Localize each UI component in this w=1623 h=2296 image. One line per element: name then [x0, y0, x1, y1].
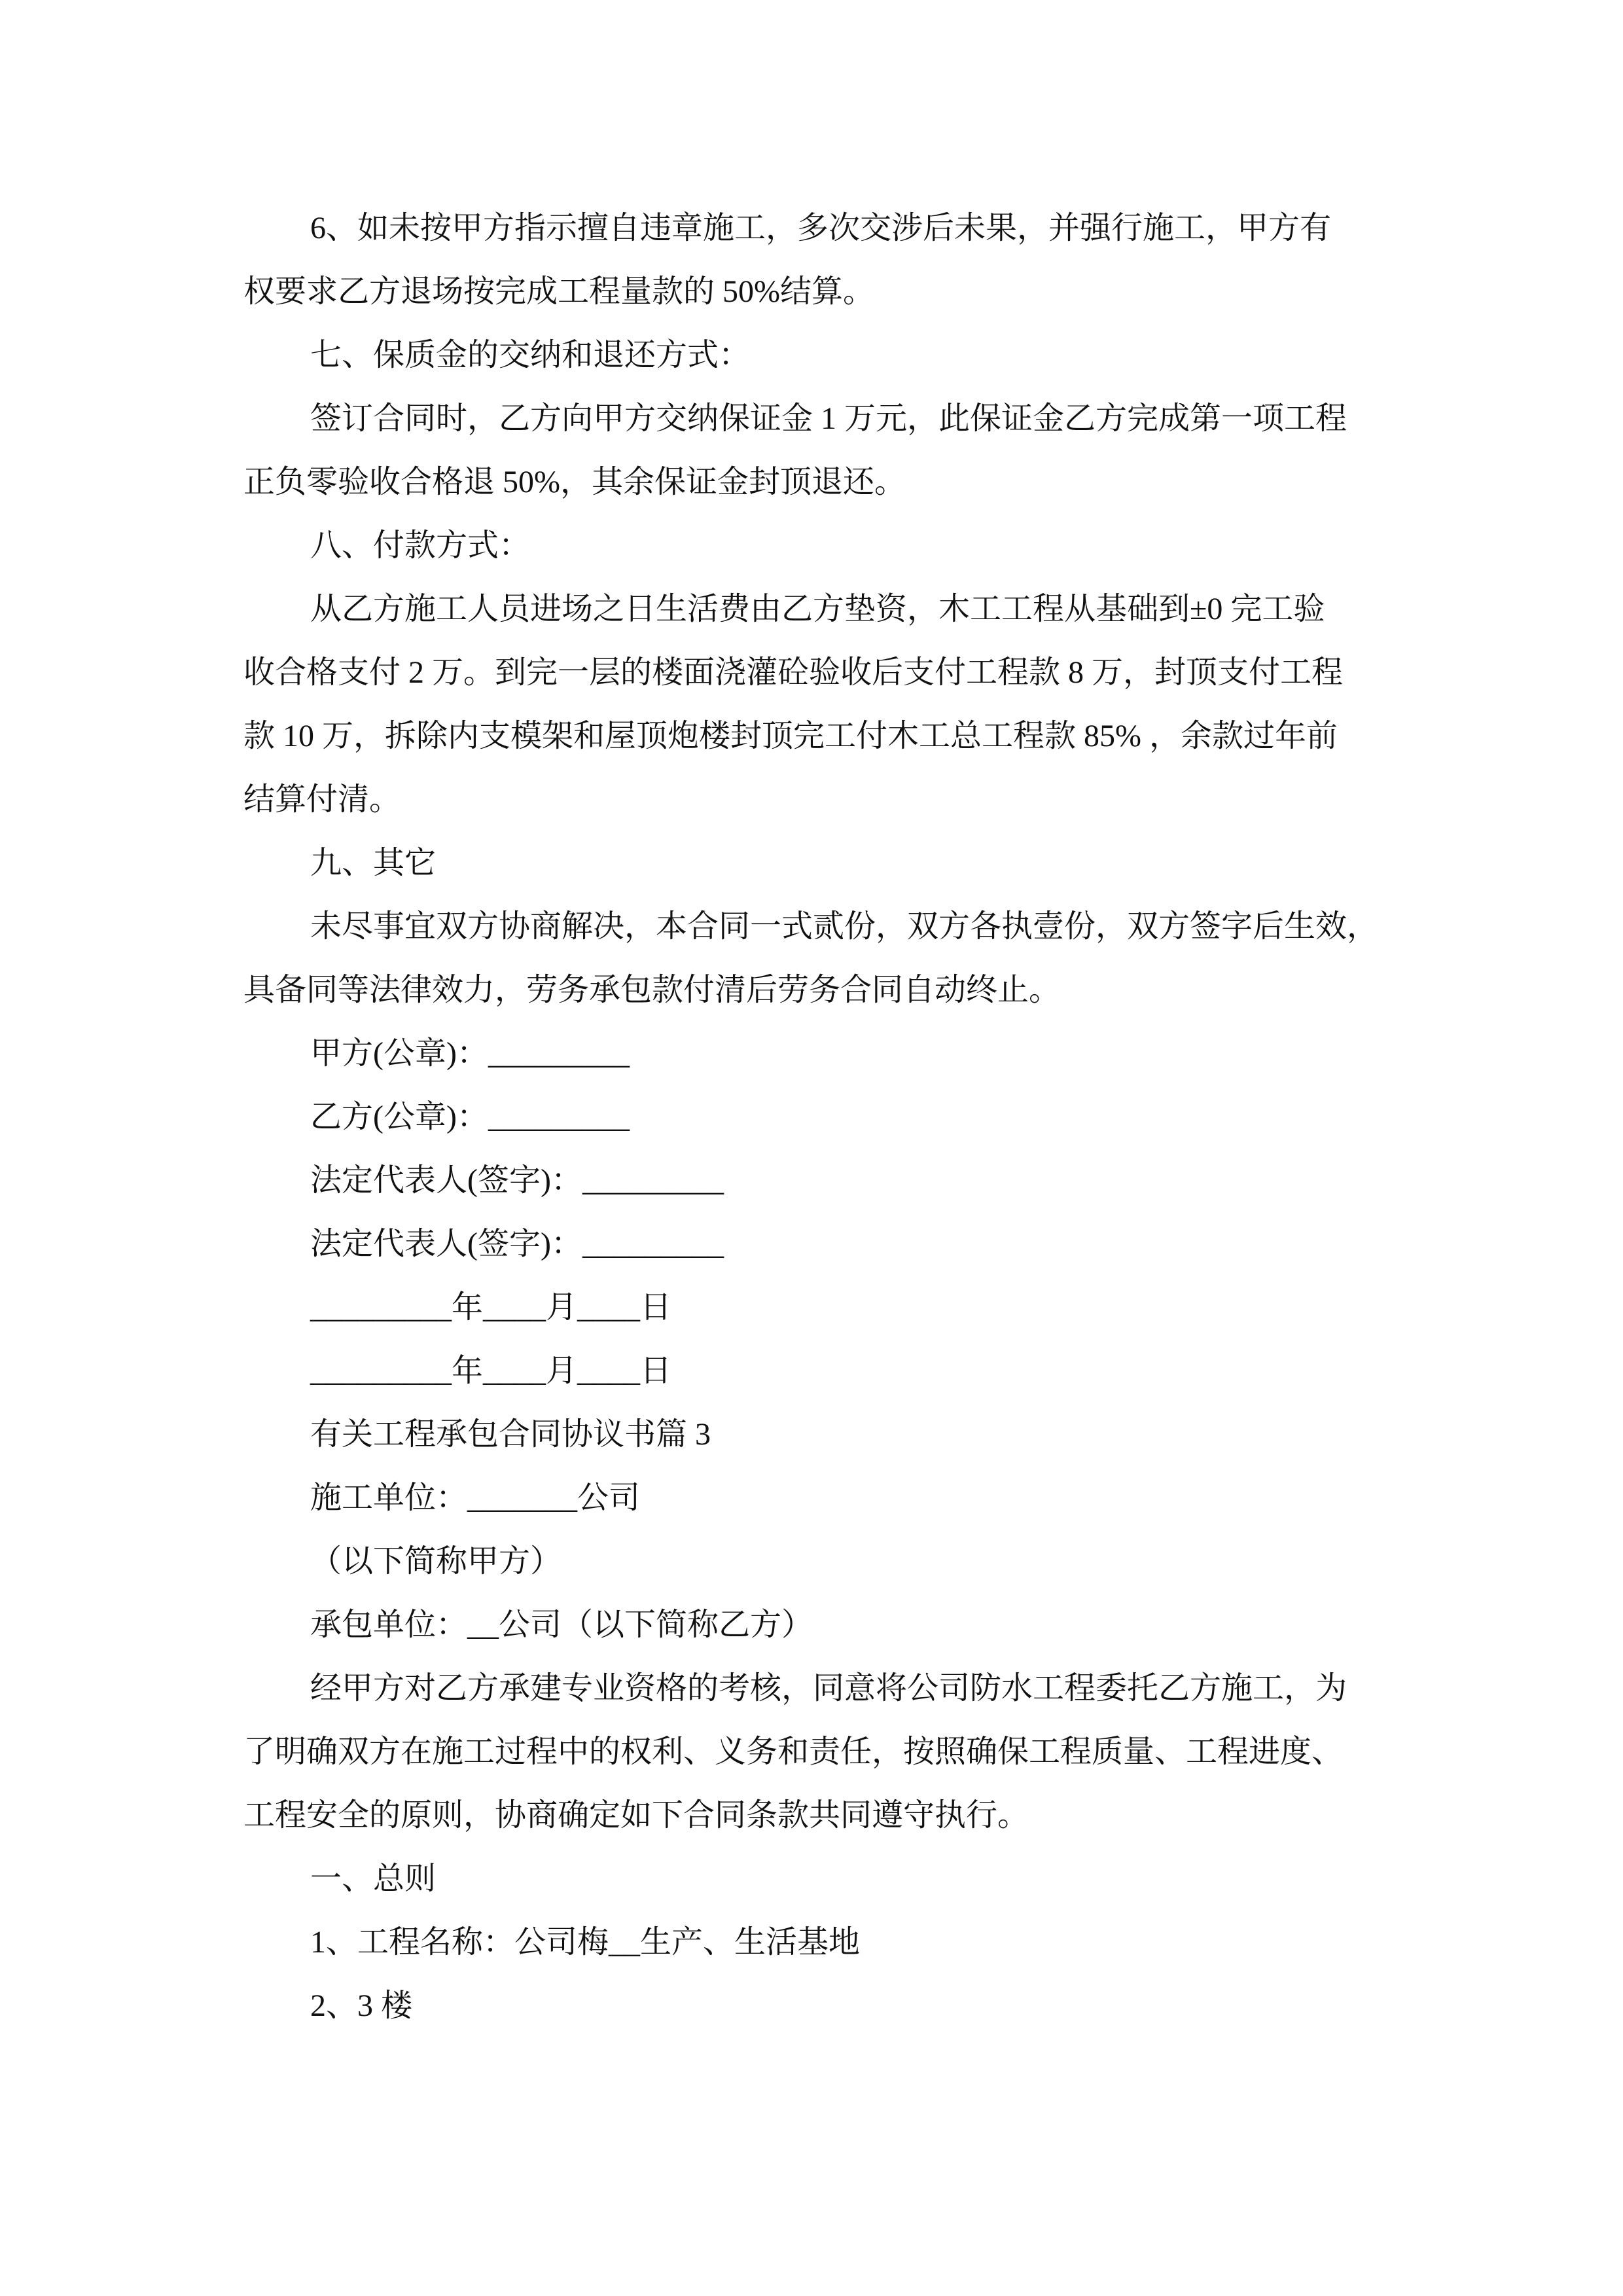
section-9-line-2: 具备同等法律效力，劳务承包款付清后劳务合同自动终止。: [243, 973, 1061, 1007]
section-9-heading: 九、其它: [310, 846, 437, 880]
date-line: _________年____月____日: [310, 1290, 672, 1325]
legal-representative-signature-line: 法定代表人(签字)：_________: [310, 1227, 724, 1261]
section-7-heading: 七、保质金的交纳和退还方式：: [310, 338, 751, 372]
contractor-unit-line: 承包单位：__公司（以下简称乙方）: [310, 1607, 813, 1642]
construction-unit-line: 施工单位：_______公司: [310, 1480, 641, 1515]
legal-representative-signature-line: 法定代表人(签字)：_________: [310, 1163, 724, 1198]
section-7-line-1: 签订合同时，乙方向甲方交纳保证金 1 万元，此保证金乙方完成第一项工程: [310, 401, 1347, 436]
section-8-line-3: 款 10 万，拆除内支模架和屋顶炮楼封顶完工付木工总工程款 85% ，余款过年前: [243, 719, 1338, 753]
party-a-seal-line: 甲方(公章)：_________: [310, 1036, 630, 1071]
section-8-line-4: 结算付清。: [243, 782, 401, 817]
section-9-line-1: 未尽事宜双方协商解决，本合同一式贰份，双方各执壹份，双方签字后生效，: [310, 909, 1379, 944]
intro-paragraph-line-1: 经甲方对乙方承建专业资格的考核，同意将公司防水工程委托乙方施工，为: [310, 1671, 1347, 1706]
intro-paragraph-line-2: 了明确双方在施工过程中的权利、义务和责任，按照确保工程质量、工程进度、: [243, 1734, 1344, 1769]
party-a-abbreviation-line: （以下简称甲方）: [310, 1544, 562, 1579]
document-body: [243, 196, 1415, 2037]
general-provisions-heading: 一、总则: [310, 1861, 437, 1896]
section-8-heading: 八、付款方式：: [310, 528, 531, 563]
section-8-line-1: 从乙方施工人员进场之日生活费由乙方垫资，木工工程从基础到±0 完工验: [310, 592, 1325, 626]
project-name-line: 1、工程名称：公司梅__生产、生活基地: [310, 1925, 861, 1960]
section-7-line-2: 正负零验收合格退 50%，其余保证金封顶退还。: [243, 465, 906, 499]
section-title: 有关工程承包合同协议书篇 3: [310, 1417, 711, 1452]
intro-paragraph-line-3: 工程安全的原则，协商确定如下合同条款共同遵守执行。: [243, 1798, 1029, 1833]
clause-6-line-1: 6、如未按甲方指示擅自违章施工，多次交涉后未果，并强行施工，甲方有: [310, 211, 1332, 245]
clause-6-line-2: 权要求乙方退场按完成工程量款的 50%结算。: [243, 274, 874, 309]
section-8-line-2: 收合格支付 2 万。到完一层的楼面浇灌砼验收后支付工程款 8 万，封顶支付工程: [243, 655, 1344, 690]
date-line: _________年____月____日: [310, 1354, 672, 1388]
floor-line: 2、3 楼: [310, 1988, 413, 2023]
party-b-seal-line: 乙方(公章)：_________: [310, 1100, 630, 1134]
